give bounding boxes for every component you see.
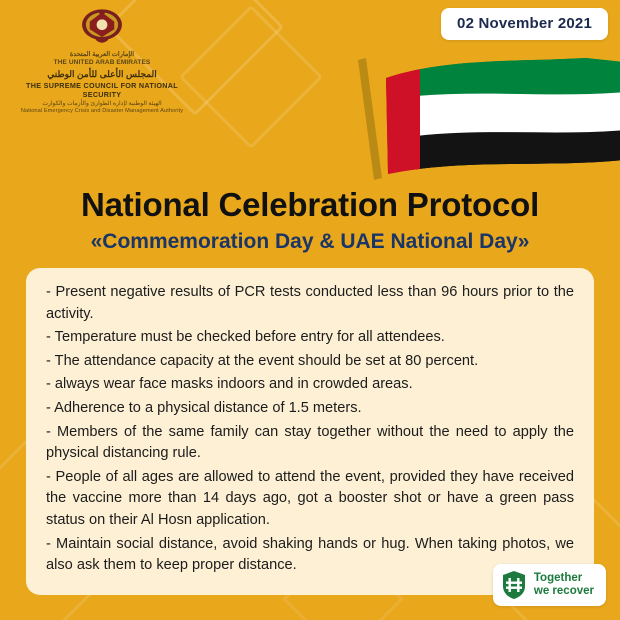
list-item: - Members of the same family can stay together without the need to apply the physical distancing rule. xyxy=(46,423,574,462)
list-item: - Present negative results of PCR tests conducted less than 96 hours prior to the activity. xyxy=(46,284,574,322)
page-title: National Celebration Protocol xyxy=(80,186,540,223)
logo-english-sub: National Emergency Crisis and Disaster Management Authority xyxy=(20,108,184,114)
list-item: - Temperature must be checked before entry for all attendees. xyxy=(46,329,445,346)
list-item: - Maintain social distance, avoid shaking hands or hug. When taking photos, we also ask them to keep proper distance. xyxy=(46,535,574,574)
protocol-list xyxy=(46,282,574,577)
authority-logo xyxy=(16,6,188,115)
date-text: 02 November 2021 xyxy=(457,15,592,32)
logo-english-top: THE UNITED ARAB EMIRATES xyxy=(53,59,151,67)
logo-arabic-sub: الهيئة الوطنية لإدارة الطوارئ والأزمات والكوارث xyxy=(42,100,162,107)
list-item: - The attendance capacity at the event should be set at 80 percent. xyxy=(46,352,479,369)
decorative-diamond-2 xyxy=(179,5,323,149)
uae-flag-icon xyxy=(336,56,620,186)
recover-text xyxy=(534,572,594,598)
together-we-recover-badge xyxy=(493,564,606,606)
recover-line-2: we recover xyxy=(533,585,594,597)
recover-line-1: Together xyxy=(533,571,583,584)
protocol-card xyxy=(26,268,594,595)
date-badge xyxy=(441,8,608,40)
logo-english-main: THE SUPREME COUNCIL FOR NATIONAL SECURITY xyxy=(26,80,178,99)
uae-falcon-emblem-icon xyxy=(79,6,125,48)
list-item: - People of all ages are allowed to attend the event, provided they have received the vaccine more than 14 days ago, got a booster shot or have a green pass status on their Al Hosn application. xyxy=(46,468,574,528)
logo-arabic-top: الإمارات العربية المتحدة xyxy=(69,51,135,58)
page-subtitle: «Commemoration Day & UAE National Day» xyxy=(90,230,530,253)
uae-flag xyxy=(336,56,620,186)
list-item: - always wear face masks indoors and in crowded areas. xyxy=(46,376,413,393)
logo-arabic-main: المجلس الأعلى للأمن الوطني xyxy=(47,69,157,80)
list-item: - Adherence to a physical distance of 1.5 meters. xyxy=(46,399,362,416)
shield-icon xyxy=(501,570,527,600)
